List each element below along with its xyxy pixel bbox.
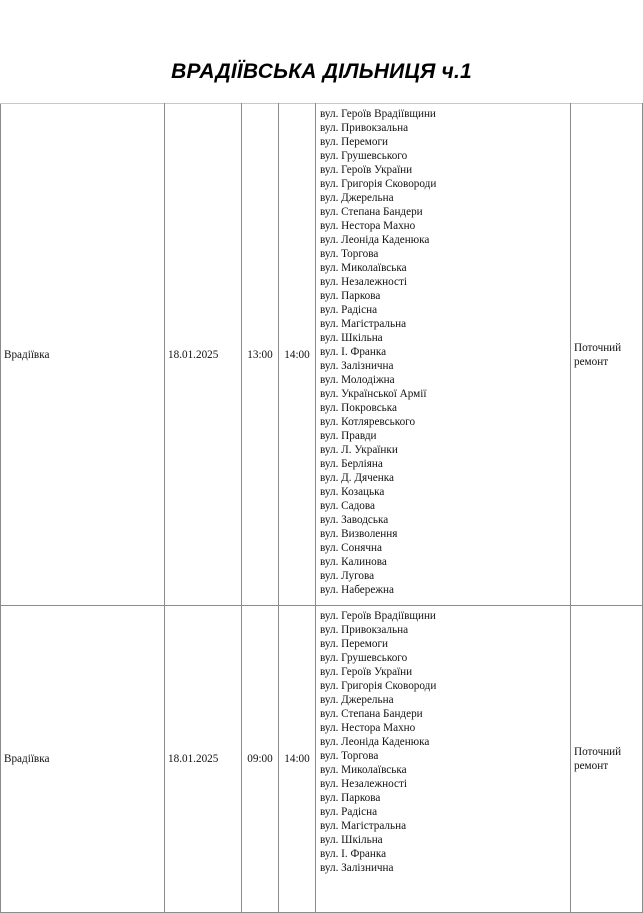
street-item: вул. Паркова: [320, 792, 381, 804]
street-item: вул. Григорія Сковороди: [320, 178, 437, 190]
street-item: вул. Леоніда Каденюка: [320, 234, 430, 246]
street-list: [320, 107, 570, 597]
start-time-cell: 13:00: [242, 104, 279, 606]
street-item: вул. Миколаївська: [320, 764, 407, 776]
street-item: вул. Лугова: [320, 570, 375, 582]
street-item: вул. Привокзальна: [320, 122, 409, 134]
street-item: вул. Заводська: [320, 514, 389, 526]
street-item: вул. Нестора Махно: [320, 220, 416, 232]
street-item: вул. Радісна: [320, 304, 378, 316]
street-item: вул. Паркова: [320, 290, 381, 302]
street-item: вул. Степана Бандери: [320, 206, 423, 218]
street-item: вул. Грушевського: [320, 150, 408, 162]
street-item: вул. Берліяна: [320, 458, 383, 470]
table-row: [1, 606, 643, 913]
street-item: вул. Торгова: [320, 248, 379, 260]
street-item: вул. Залізнична: [320, 862, 394, 874]
street-item: вул. Грушевського: [320, 652, 408, 664]
street-item: вул. Набережна: [320, 584, 394, 596]
table-row: [1, 104, 643, 606]
street-item: вул. Української Армії: [320, 388, 427, 400]
end-time-cell: 14:00: [279, 606, 316, 913]
street-item: вул. Покровська: [320, 402, 397, 414]
street-item: вул. Перемоги: [320, 638, 389, 650]
street-item: вул. Радісна: [320, 806, 378, 818]
street-item: вул. Степана Бандери: [320, 708, 423, 720]
street-item: вул. Л. Українки: [320, 444, 398, 456]
street-item: вул. Незалежності: [320, 276, 407, 288]
street-item: вул. Героїв Врадіївщини: [320, 108, 436, 120]
street-item: вул. Торгова: [320, 750, 379, 762]
street-item: вул. Джерельна: [320, 192, 394, 204]
street-item: вул. Залізнична: [320, 360, 394, 372]
street-item: вул. Д. Дяченка: [320, 472, 394, 484]
work-type-line-2: ремонт: [574, 760, 609, 772]
work-type-cell: [571, 104, 643, 606]
location-cell: Врадіївка: [1, 606, 165, 913]
page-title: ВРАДІЇВСЬКА ДІЛЬНИЦЯ ч.1: [171, 60, 472, 83]
street-item: вул. Правди: [320, 430, 377, 442]
street-item: вул. Шкільна: [320, 834, 383, 846]
street-item: вул. Магістральна: [320, 318, 407, 330]
work-type-cell: [571, 606, 643, 913]
streets-cell: [316, 606, 571, 913]
street-item: вул. Григорія Сковороди: [320, 680, 437, 692]
street-item: вул. І. Франка: [320, 848, 387, 860]
street-item: вул. Незалежності: [320, 778, 407, 790]
street-item: вул. Джерельна: [320, 694, 394, 706]
start-time-cell: 09:00: [242, 606, 279, 913]
date-cell: 18.01.2025: [165, 606, 242, 913]
outage-schedule-table: [0, 103, 643, 913]
location-cell: Врадіївка: [1, 104, 165, 606]
end-time-cell: 14:00: [279, 104, 316, 606]
streets-cell: [316, 104, 571, 606]
work-type-line-2: ремонт: [574, 355, 609, 368]
street-item: вул. Привокзальна: [320, 624, 409, 636]
street-item: вул. Миколаївська: [320, 262, 407, 274]
street-item: вул. Садова: [320, 500, 375, 512]
street-item: вул. Героїв України: [320, 164, 413, 176]
street-item: вул. Героїв України: [320, 666, 413, 678]
street-item: вул. Молодіжна: [320, 374, 395, 386]
street-item: вул. Шкільна: [320, 332, 383, 344]
work-type-line-1: Поточний: [574, 746, 622, 758]
street-list: [320, 609, 570, 875]
street-item: вул. Калинова: [320, 556, 387, 568]
street-item: вул. Визволення: [320, 528, 398, 540]
street-item: вул. Козацька: [320, 486, 385, 498]
street-item: вул. Магістральна: [320, 820, 407, 832]
street-item: вул. Сонячна: [320, 542, 382, 554]
street-item: вул. Леоніда Каденюка: [320, 736, 430, 748]
street-item: вул. Героїв Врадіївщини: [320, 610, 436, 622]
work-type-line-1: Поточний: [574, 341, 622, 354]
street-item: вул. Нестора Махно: [320, 722, 416, 734]
date-cell: 18.01.2025: [165, 104, 242, 606]
street-item: вул. Перемоги: [320, 136, 389, 148]
street-item: вул. Котляревського: [320, 416, 416, 428]
street-item: вул. І. Франка: [320, 346, 387, 358]
